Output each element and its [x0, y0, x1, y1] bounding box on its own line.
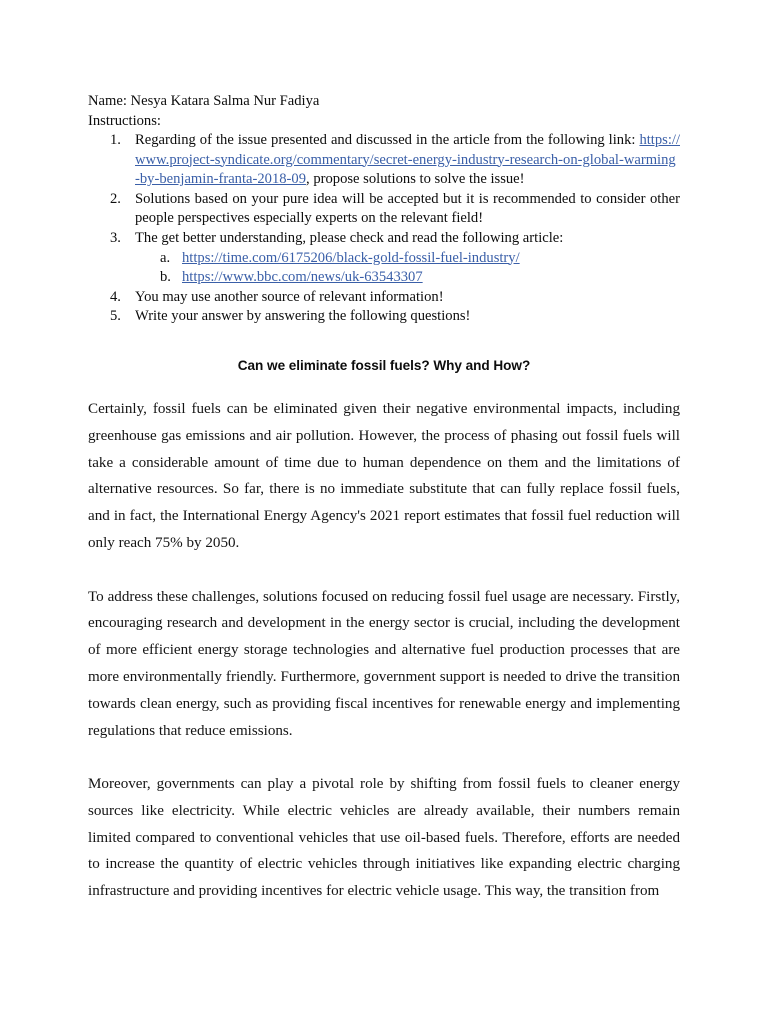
sub-list-marker: a.: [160, 249, 171, 266]
instruction-text-tail: , propose solutions to solve the issue!: [306, 171, 525, 188]
sub-list-marker: b.: [160, 269, 171, 286]
list-marker: 3.: [110, 229, 121, 246]
essay-paragraph-3: Moreover, governments can play a pivotal role by shifting from fossil fuels to cleaner energy sources like electricity. While electric vehicles are already available, their numbers remain limited compared to conventional vehicles that use oil-based fuels. Therefore, efforts are needed to increase the quantity of electric vehicles through initiatives like expanding electric charging infrastructure and providing incentives for electric vehicle usage. This way, the transition from: [88, 776, 680, 900]
list-marker: 1.: [110, 132, 121, 148]
project-syndicate-link[interactable]: https://www.project-syndicate.org/commentary/secret-energy-industry-research-on-global-warming-by-benjamin-franta-2018-09: [135, 132, 680, 188]
instruction-item-3: [88, 229, 680, 288]
instruction-sub-list: [135, 249, 680, 288]
instruction-sub-item-a: [135, 249, 680, 269]
instruction-sub-item-b: [135, 268, 680, 288]
instruction-text: The get better understanding, please check and read the following article:: [135, 229, 564, 246]
instructions-list: [88, 131, 680, 327]
instruction-item-2: [88, 190, 680, 229]
instruction-text: You may use another source of relevant information!: [135, 288, 444, 305]
instruction-text: Solutions based on your pure idea will be accepted but it is recommended to consider other people perspectives especially experts on the relevant field!: [135, 190, 680, 227]
essay-paragraph-1: Certainly, fossil fuels can be eliminated given their negative environmental impacts, including greenhouse gas emissions and air pollution. However, the process of phasing out fossil fuels will take a considerable amount of time due to human dependence on them and the limitations of alternative resources. So far, there is no immediate substitute that can fully replace fossil fuels, and in fact, the International Energy Agency's 2021 report estimates that fossil fuel reduction will only reach 75% by 2050.: [88, 400, 680, 551]
list-marker: 2.: [110, 190, 121, 207]
essay-title: Can we eliminate fossil fuels? Why and How?: [237, 357, 531, 373]
time-article-link[interactable]: https://time.com/6175206/black-gold-fossil-fuel-industry/: [182, 249, 520, 266]
instructions-label: Instructions:: [88, 112, 161, 129]
essay-paragraph-2: To address these challenges, solutions focused on reducing fossil fuel usage are necessary. Firstly, encouraging research and development in the energy sector is crucial, including the development of more efficient energy storage technologies and alternative fuel production processes that are more environmentally friendly. Furthermore, government support is needed to drive the transition towards clean energy, such as providing fiscal incentives for renewable energy and implementing regulations that reduce emissions.: [88, 588, 680, 739]
instruction-text: Write your answer by answering the following questions!: [135, 308, 471, 325]
bbc-article-link[interactable]: https://www.bbc.com/news/uk-63543307: [182, 269, 423, 286]
list-marker: 5.: [110, 308, 121, 325]
list-marker: 4.: [110, 288, 121, 305]
instruction-item-4: [88, 288, 680, 308]
document-content: [88, 92, 680, 905]
instruction-item-1: [88, 131, 680, 190]
instruction-item-5: [88, 307, 680, 327]
instruction-text: Regarding of the issue presented and discussed in the article from the following link:: [135, 132, 640, 148]
student-name-line: Name: Nesya Katara Salma Nur Fadiya: [88, 93, 320, 109]
